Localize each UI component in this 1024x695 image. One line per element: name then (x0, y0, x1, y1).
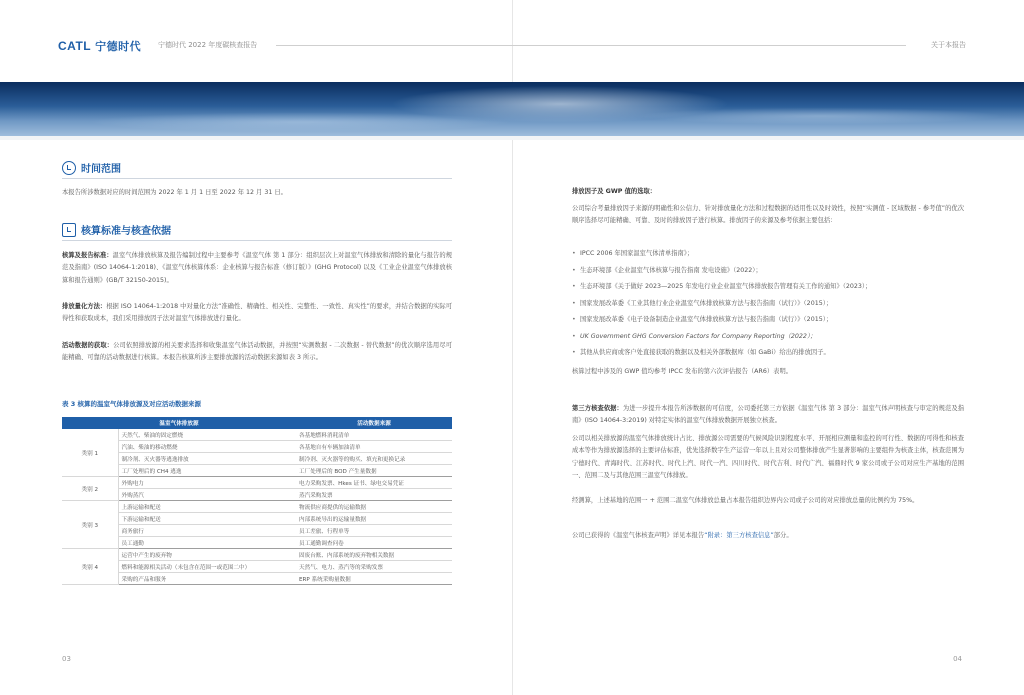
data-source-cell: 各基地自有车辆加油清单 (296, 441, 452, 453)
source-cell: 员工通勤 (118, 537, 296, 549)
table-title: 表 3 核算的温室气体排放源及对应活动数据来源 (62, 400, 202, 408)
table-row (62, 441, 452, 453)
third-party-paragraph (572, 403, 964, 428)
source-cell: 外购电力 (118, 477, 296, 489)
standards-heading (62, 222, 171, 237)
reference-text: 公司已获得的《温室气体核查声明》详见本报告 (572, 532, 705, 539)
reference-text: 部分。 (773, 532, 793, 539)
data-source-cell: 工厂处理后的 BOD 产生量数据 (296, 465, 452, 477)
source-cell: 工厂处理后的 CH4 逃逸 (118, 465, 296, 477)
list-item: • 其他从供应商或客户处直接获取的数据以及相关外部数据库（如 GaBi）给出的排放因子。 (572, 347, 964, 364)
table-row (62, 561, 452, 573)
table-row (62, 489, 452, 501)
column-header: 温室气体排放源 (62, 417, 296, 429)
page-number-left: 03 (62, 655, 71, 663)
category-cell: 类别 1 (62, 429, 118, 477)
source-cell: 采购的产品和服务 (118, 573, 296, 585)
column-header: 活动数据来源 (296, 417, 452, 429)
emission-sources-table (62, 417, 452, 585)
factors-source-list (572, 248, 964, 364)
factors-intro: 公司综合考量排放因子来源的明确性和公信力、针对排放量化方法和过程数据的适用性以及时效性，按照“实测值 - 区域数据 - 参考值”的优次顺序选择尽可能精确、可靠、及时的排放因子进行核算。排放因子的来源及参考依据主要包括： (572, 205, 964, 225)
paragraph-text: 根据 ISO 14064-1:2018 中对量化方法“准确性、精确性、相关性、完整性、一致性、真实性”的要求，并结合数据的实际可得性和获取成本，我们采用排放因子法对温室气体排放进行量化。 (62, 303, 453, 323)
activity-data-paragraph (62, 340, 452, 365)
table-row (62, 477, 452, 489)
document-icon (62, 223, 76, 237)
header-divider (276, 45, 906, 46)
factors-title: 排放因子及 GWP 值的选取： (572, 188, 657, 195)
logo-en: CATL (58, 39, 92, 53)
source-cell: 运营中产生的废弃物 (118, 549, 296, 561)
data-source-cell: 电力采购发票、Hkes 证书、绿电交易凭证 (296, 477, 452, 489)
paragraph-text: 温室气体排放核算及报告编制过程中主要参考《温室气体 第 1 部分：组织层次上对温室气体排放和清除的量化与报告的规范及指南》(ISO 14064-1:2018)、《温室气体核算体系：企业核算与报告标准（修订版）》(GHG Protocol) 以及《工业企业温室气体排放核算和报告通则》(GB/T 32150-2015)。 (62, 252, 452, 284)
list-item: • UK Government GHG Conversion Factors for Company Reporting（2022）； (572, 331, 964, 348)
report-title: 宁德时代 2022 年度碳核查报告 (158, 41, 258, 49)
table-header-row (62, 417, 452, 429)
table-row (62, 429, 452, 441)
table-row (62, 465, 452, 477)
sky-banner-image (0, 82, 1024, 136)
section-divider (62, 240, 452, 241)
paragraph-label: 第三方核查依据： (572, 405, 623, 412)
paragraph-text: 为进一步提升本报告所涉数据的可信度，公司委托第三方依据《温室气体 第 3 部分：温室气体声明核查与审定的规范及指南》(ISO 14064-3:2019) 对特定实体的温室气体排放数据开展独立核查。 (572, 405, 965, 425)
time-scope-title: 时间范围 (81, 164, 121, 175)
source-cell: 下游运输和配送 (118, 513, 296, 525)
category-cell: 类别 4 (62, 549, 118, 585)
gwp-note: 核算过程中涉及的 GWP 值均参考 IPCC 发布的第六次评估报告（AR6）表明。 (572, 368, 793, 375)
page-header (58, 38, 966, 52)
time-scope-heading (62, 160, 121, 175)
table-row (62, 513, 452, 525)
data-source-cell: 各基地燃料消耗清单 (296, 429, 452, 441)
table-row (62, 537, 452, 549)
table-row (62, 453, 452, 465)
table-row (62, 501, 452, 513)
source-cell: 上游运输和配送 (118, 501, 296, 513)
logo-cn: 宁德时代 (95, 40, 142, 53)
source-cell: 燃料和能源相关活动（未包含在范围一或范围二中） (118, 561, 296, 573)
data-source-cell: 制冷剂、灭火器等的购买、填充和更换记录 (296, 453, 452, 465)
table-row (62, 573, 452, 585)
time-scope-text: 本报告所涉数据对应的时间范围为 2022 年 1 月 1 日至 2022 年 12 月 31 日。 (62, 189, 287, 196)
section-divider (62, 178, 452, 179)
data-source-cell: 员工通勤调查问卷 (296, 537, 452, 549)
list-item: • IPCC 2006 年国家温室气体清单指南》； (572, 248, 964, 265)
data-source-cell: 内部系统导出的运输量数据 (296, 513, 452, 525)
standards-paragraph (62, 250, 452, 287)
appendix-link[interactable]: “附录：第三方核查信息” (704, 532, 774, 539)
source-cell: 制冷剂、灭火器等逃逸排放 (118, 453, 296, 465)
source-cell: 汽油、柴油的移动燃烧 (118, 441, 296, 453)
paragraph-label: 活动数据的获取： (62, 342, 114, 349)
section-nav-link[interactable]: 关于本报告 (931, 41, 966, 49)
source-cell: 商务旅行 (118, 525, 296, 537)
paragraph-text: 公司依照排放源的相关要求选择和收集温室气体活动数据，并按照“实测数据 - 二次数据 - 替代数据”的优次顺序选用尽可能精确、可靠的活动数据进行核算。本报告核算所涉主要排放源的活动数据来源如表 3 所示。 (62, 342, 453, 362)
paragraph-label: 排放量化方法： (62, 303, 107, 310)
quantification-paragraph (62, 301, 452, 326)
data-source-cell: 员工差旅、行程单等 (296, 525, 452, 537)
data-source-cell: 蒸汽采购发票 (296, 489, 452, 501)
paragraph-label: 核算及报告标准： (62, 252, 113, 259)
data-source-cell: ERP 系统采购量数据 (296, 573, 452, 585)
company-logo[interactable] (58, 38, 141, 54)
clock-icon (62, 161, 76, 175)
table-row (62, 525, 452, 537)
source-cell: 天然气、柴油的固定燃烧 (118, 429, 296, 441)
table-row (62, 549, 452, 561)
data-source-cell: 物流供应商提供的运输数据 (296, 501, 452, 513)
banner-strip (0, 136, 1024, 140)
verification-scope-paragraph: 公司以相关排放源的温室气体排放统计占比、排放源公司需要的气候风险识别程度水平、开展相应测量和监控的可行性、数据的可得性和核查成本等作为排放源选择的主要评估标准，优先选择数字生产运营一年以上且对公司整体排放产生显著影响的主要组件为核查主体，核查范围为宁德时代、青海时代、江苏时代、时代上汽、时代一汽、四川时代、时代吉利、时代广汽、福鼎时代 9 家公司或子公司对应生产基地的范围一、范围二及与其他范围三温室气体排放。 (572, 435, 964, 480)
page-number-right: 04 (953, 655, 962, 663)
data-source-cell: 固废台账、内部系统的废弃物相关数据 (296, 549, 452, 561)
data-source-cell: 天然气、电力、蒸汽等的采购发票 (296, 561, 452, 573)
appendix-reference (572, 530, 964, 542)
list-item: • 国家发展改革委《工业其他行业企业温室气体排放核算方法与报告指南（试行）》（2015）； (572, 298, 964, 315)
category-cell: 类别 3 (62, 501, 118, 549)
list-item: • 生态环境部《企业温室气体核算与报告指南 发电设施》（2022）； (572, 265, 964, 282)
standards-title: 核算标准与核查依据 (81, 226, 171, 237)
coverage-paragraph: 经测算，上述基地的范围一 + 范围二温室气体排放总量占本报告组织边界内公司或子公司的对应排放总量的比例约为 75%。 (572, 497, 919, 504)
factors-heading (572, 186, 964, 198)
list-item: • 国家发展改革委《电子设备制造企业温室气体排放核算方法与报告指南（试行）》（2015）； (572, 314, 964, 331)
category-cell: 类别 2 (62, 477, 118, 501)
list-item: • 生态环境部《关于做好 2023—2025 年发电行业企业温室气体排放报告管理有关工作的通知》（2023）； (572, 281, 964, 298)
source-cell: 外购蒸汽 (118, 489, 296, 501)
